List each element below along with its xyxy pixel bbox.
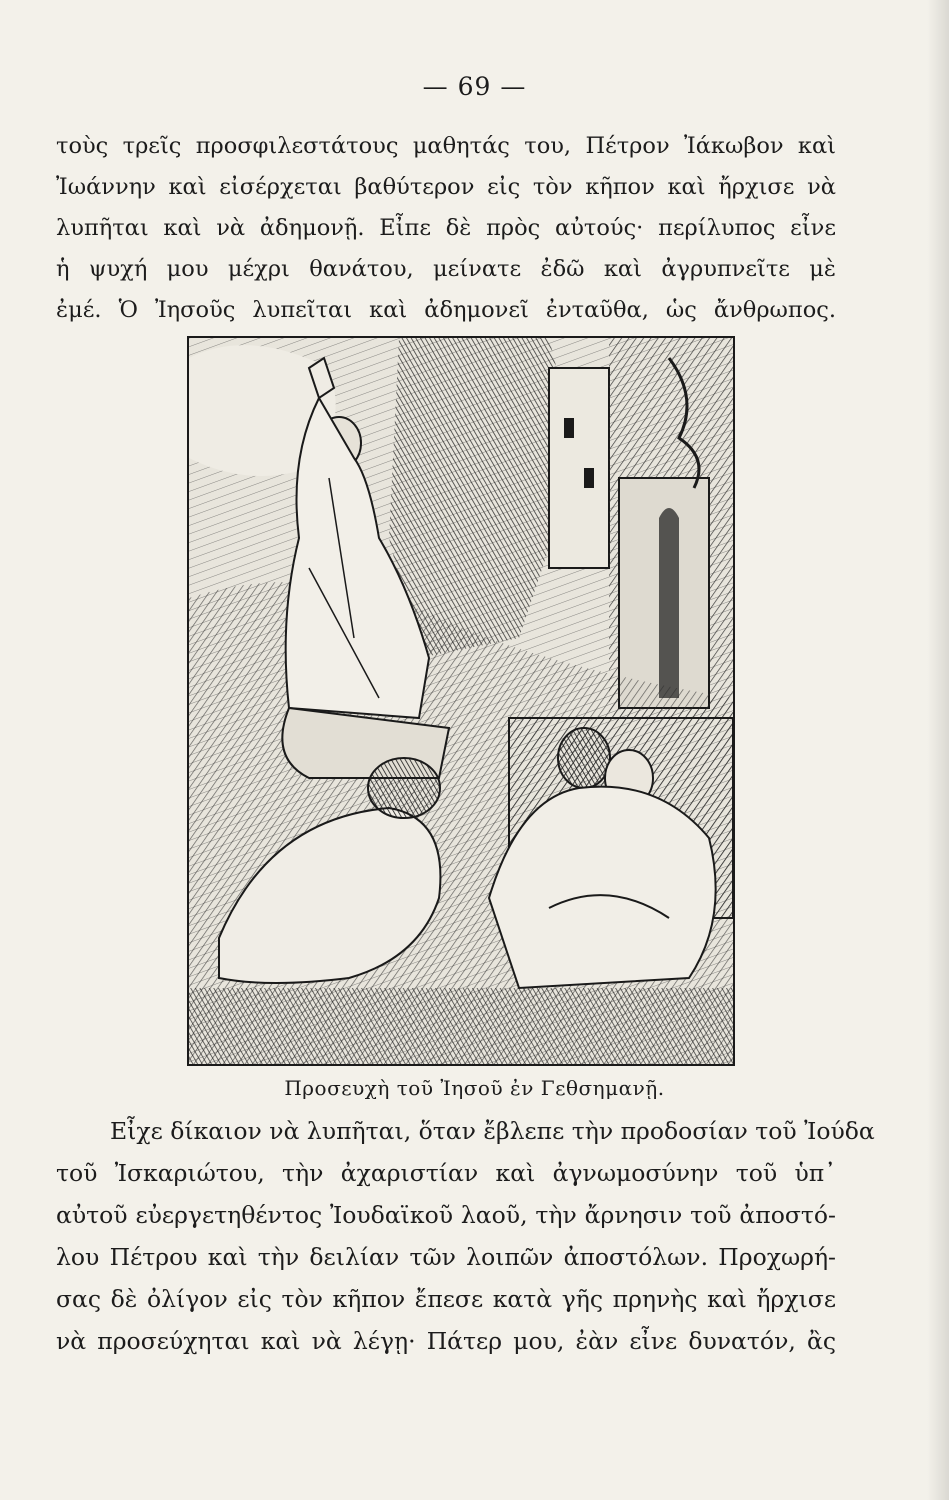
page-gutter-shadow [927,0,949,1500]
page-number: — 69 — [422,72,527,101]
bottom-paragraph [56,1110,875,1362]
text-line: λου Πέτρου καὶ τὴν δειλίαν τῶν λοιπῶν ἀποστόλων. Προχωρή- [56,1243,836,1271]
engraving-illustration [187,336,735,1066]
text-line: αὐτοῦ εὐεργετηθέντος Ἰουδαϊκοῦ λαοῦ, τὴν ἄρνησιν τοῦ ἀποστό- [56,1201,836,1229]
text-line: Εἶχε δίκαιον νὰ λυπῆται, ὅταν ἔβλεπε τὴν προδοσίαν τοῦ Ἰούδα [110,1117,875,1145]
text-line: λυπῆται καὶ νὰ ἀδημονῇ. Εἶπε δὲ πρὸς αὐτούς· περίλυπος εἶνε [56,215,836,241]
text-line: ἐμέ. Ὁ Ἰησοῦς λυπεῖται καὶ ἀδημονεῖ ἐνταῦθα, ὡς ἄνθρωπος. [56,297,836,323]
text-line: σας δὲ ὀλίγον εἰς τὸν κῆπον ἔπεσε κατὰ γῆς πρηνὴς καὶ ἤρχισε [56,1285,836,1313]
engraving-drawing [189,338,733,1064]
text-line: ἡ ψυχή μου μέχρι θανάτου, μείνατε ἐδῶ καὶ ἀγρυπνεῖτε μὲ [56,256,836,282]
illustration-caption: Προσευχὴ τοῦ Ἰησοῦ ἐν Γεθσημανῇ. [284,1076,665,1100]
top-paragraph [56,126,836,331]
text-line: τοῦ Ἰσκαριώτου, τὴν ἀχαριστίαν καὶ ἀγνωμοσύνην τοῦ ὑπ᾽ [56,1159,836,1187]
text-line: Ἰωάννην καὶ εἰσέρχεται βαθύτερον εἰς τὸν κῆπον καὶ ἤρχισε νὰ [56,174,836,200]
text-line: νὰ προσεύχηται καὶ νὰ λέγῃ· Πάτερ μου, ἐὰν εἶνε δυνατόν, ἂς [56,1327,836,1355]
text-line: τοὺς τρεῖς προσφιλεστάτους μαθητάς του, Πέτρον Ἰάκωβον καὶ [56,133,836,159]
